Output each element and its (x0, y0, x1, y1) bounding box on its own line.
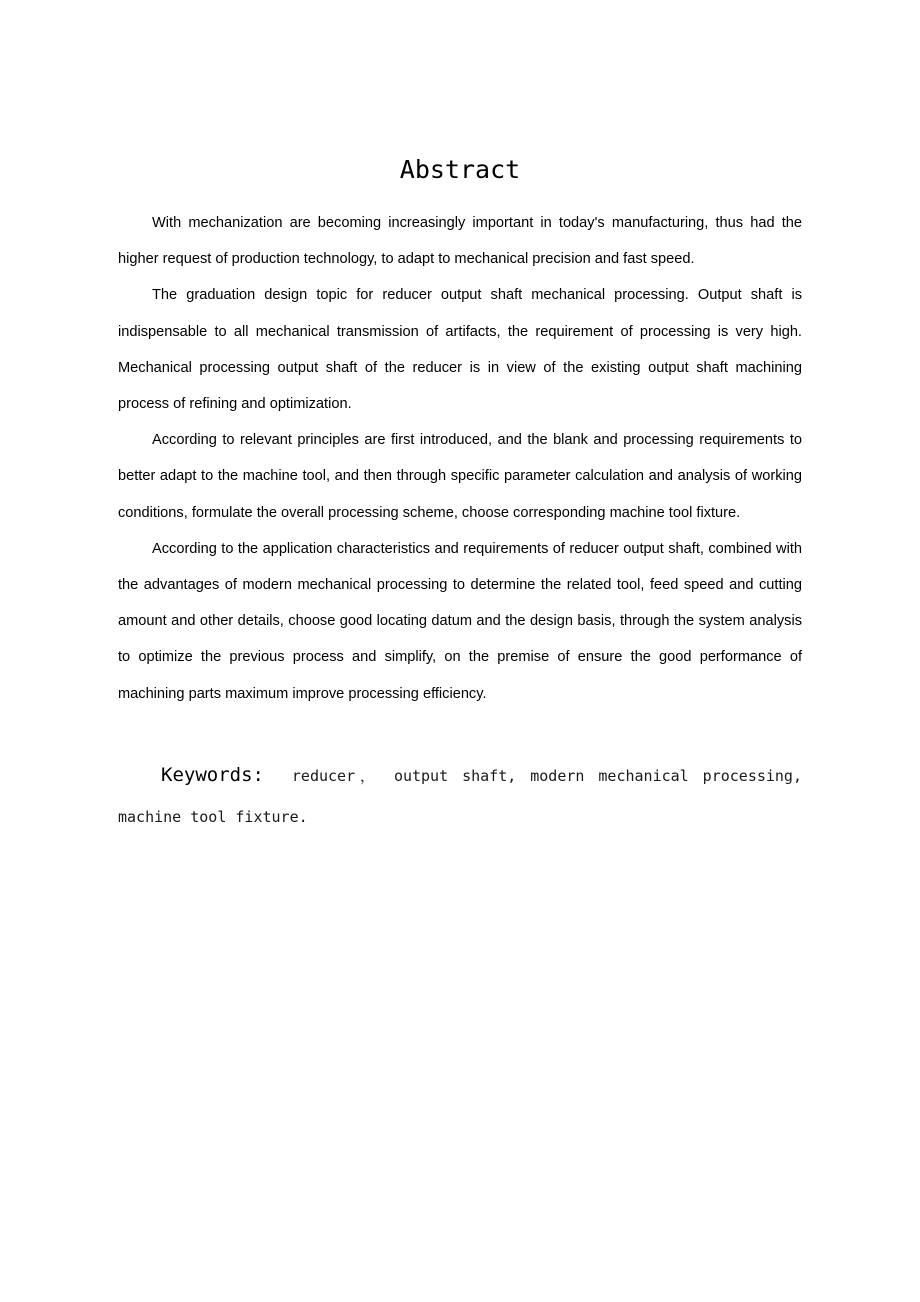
abstract-paragraph-3: According to relevant principles are first introduced, and the blank and processing requirements to better adapt to the machine tool, and then through specific parameter calculation and analysis of working conditions, formulate the overall processing scheme, choose corresponding machine tool fixture. (118, 432, 802, 521)
keywords-text: reducer， output shaft, modern mechanical processing, machine tool fixture. (118, 767, 802, 826)
abstract-paragraph-2: The graduation design topic for reducer output shaft mechanical processing. Output shaft is indispensable to all mechanical transmission of artifacts, the requirement of processing is very high. Mechanical processing output shaft of the reducer is in view of the existing output shaft machining process of refining and optimization. (118, 287, 802, 413)
abstract-body (118, 205, 802, 712)
keywords-line (118, 755, 802, 838)
abstract-paragraph-4: According to the application characteristics and requirements of reducer output shaft, combined with the advantages of modern mechanical processing to determine the related tool, feed speed and cutting amount and other details, choose good locating datum and the design basis, through the system analysis to optimize the previous process and simplify, on the premise of ensure the good performance of machining parts maximum improve processing efficiency. (118, 540, 802, 702)
keywords-label: Keywords: (161, 764, 264, 786)
abstract-paragraph-1: With mechanization are becoming increasingly important in today's manufacturing, thus had the higher request of production technology, to adapt to mechanical precision and fast speed. (118, 215, 802, 268)
abstract-title: Abstract (399, 155, 521, 184)
